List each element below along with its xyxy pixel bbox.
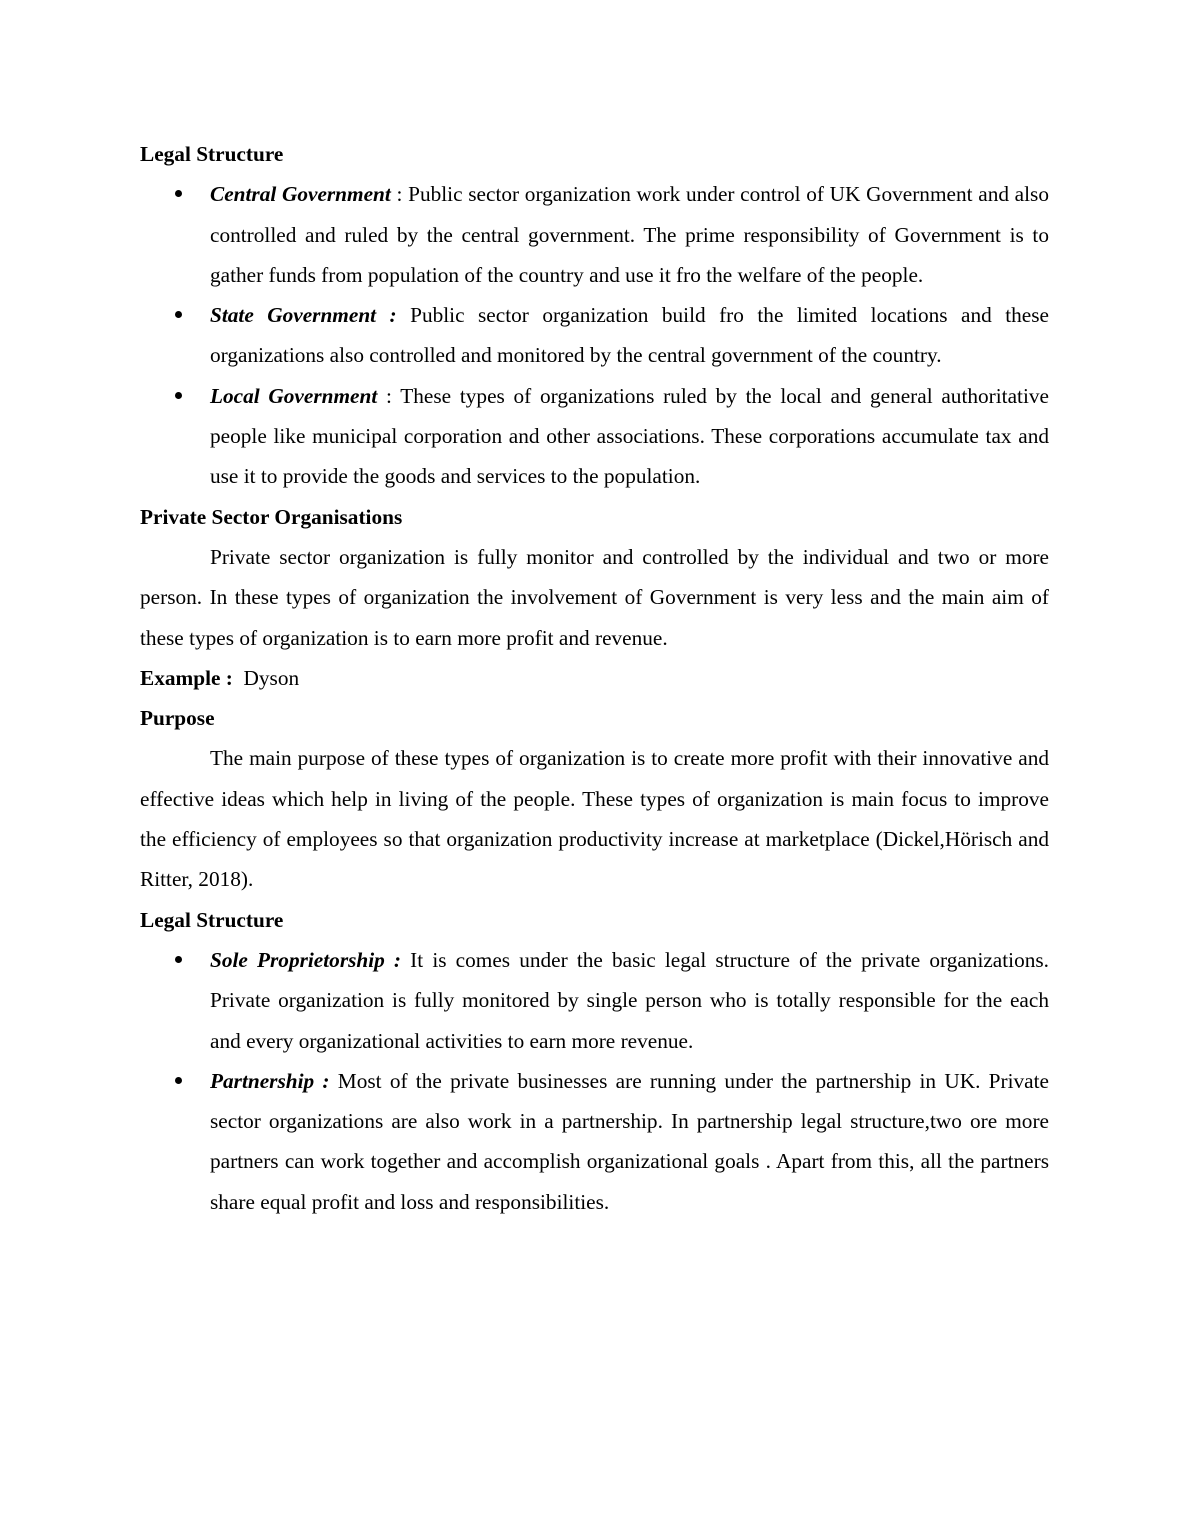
- term-separator: [401, 948, 410, 972]
- example-line: [140, 658, 1049, 698]
- legal-structure-heading-private: Legal Structure: [140, 907, 284, 932]
- bullet-icon: [175, 1061, 185, 1101]
- document-page: [140, 134, 1049, 1222]
- example-label: Example :: [140, 665, 233, 690]
- list-item-central-government: [210, 174, 1049, 295]
- example-value: Dyson: [243, 665, 300, 690]
- public-legal-structure-list: [140, 174, 1049, 496]
- item-text: Public sector organization build fro the limited locations and these organizations also controlled and monitored by the central government of the country.: [210, 303, 1049, 368]
- term-separator: :: [377, 383, 401, 408]
- term-state-government: State Government :: [210, 303, 397, 328]
- purpose-paragraph: The main purpose of these types of organization is to create more profit with their innovative and effective ideas which help in living of the people. These types of organization is main focus to improve the efficiency of employees so that organization productivity increase at marketplace (Dickel,Hörisch and Ritter, 2018).: [140, 746, 1049, 892]
- list-item-partnership: [210, 1061, 1049, 1222]
- bullet-icon: [175, 376, 185, 416]
- item-text: It is comes under the basic legal structure of the private organizations. Private organization is fully monitored by single person who is totally responsible for the each and every organizational activities to earn more revenue.: [210, 947, 1050, 1053]
- private-sector-paragraph: Private sector organization is fully monitor and controlled by the individual and two or more person. In these types of organization the involvement of Government is very less and the main aim of these types of organization is to earn more profit and revenue.: [140, 544, 1049, 650]
- purpose-heading: Purpose: [140, 706, 215, 731]
- term-sole-proprietorship: Sole Proprietorship :: [210, 947, 402, 972]
- item-text: Public sector organization work under control of UK Government and also controlled and ruled by the central government. The prime responsibility of Government is to gather funds from population of the country and use it fro the welfare of the people.: [210, 182, 1049, 287]
- legal-structure-heading: Legal Structure: [140, 142, 284, 166]
- private-legal-structure-list: [140, 940, 1049, 1222]
- bullet-icon: [175, 295, 185, 335]
- bullet-icon: [175, 940, 185, 980]
- term-local-government: Local Government: [210, 383, 378, 408]
- list-item-local-government: [210, 376, 1049, 497]
- term-separator: [397, 303, 410, 327]
- term-separator: :: [390, 182, 409, 207]
- term-partnership: Partnership :: [210, 1068, 330, 1093]
- list-item-state-government: [210, 295, 1049, 376]
- list-item-sole-proprietorship: [210, 940, 1049, 1061]
- term-central-government: Central Government: [210, 182, 391, 207]
- item-text: These types of organizations ruled by the local and general authoritative people like municipal corporation and other associations. These corporations accumulate tax and use it to provide the goods and services to the population.: [210, 383, 1049, 489]
- private-sector-heading: Private Sector Organisations: [140, 504, 403, 529]
- item-text: Most of the private businesses are running under the partnership in UK. Private sector organizations are also work in a partnership. In partnership legal structure,two ore more partners can work together and accomplish organizational goals . Apart from this, all the partners share equal profit and loss and responsibilities.: [210, 1068, 1049, 1214]
- bullet-icon: [175, 174, 185, 214]
- term-separator: [330, 1069, 338, 1093]
